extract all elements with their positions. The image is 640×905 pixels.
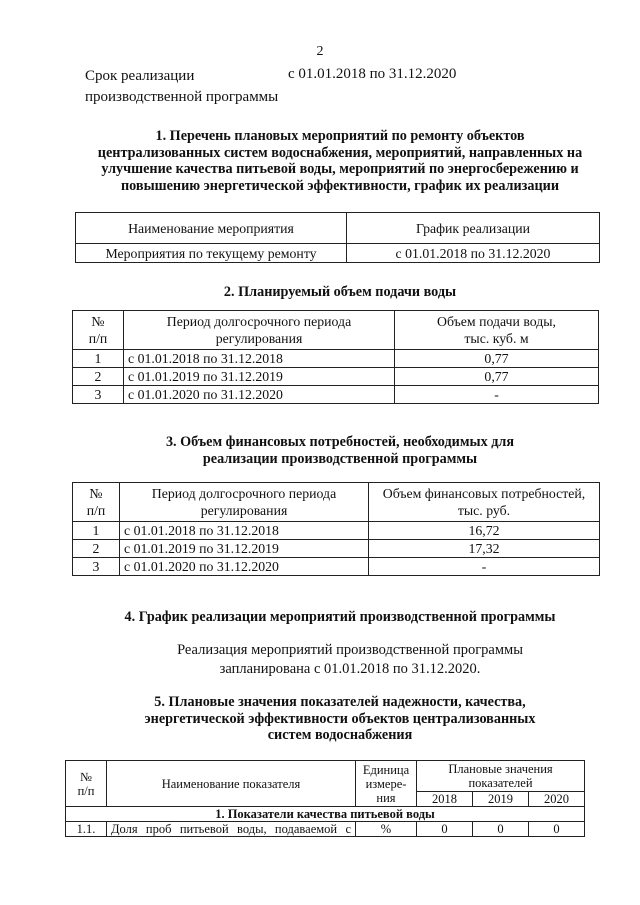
column-header-indicator-name: Наименование показателя bbox=[107, 761, 356, 807]
table-row bbox=[76, 244, 600, 263]
section1-heading-line4: повышению энергетической эффективности, график их реализации bbox=[121, 177, 559, 194]
column-header-volume-line1: Объем подачи воды, bbox=[437, 314, 556, 329]
column-header-planned-values-line1: Плановые значения bbox=[448, 762, 553, 776]
section5-table bbox=[65, 760, 585, 837]
section4-paragraph bbox=[100, 641, 600, 679]
column-header-number-line1: № bbox=[80, 769, 92, 784]
cell-number: 3 bbox=[73, 386, 124, 404]
table-row bbox=[73, 558, 600, 576]
table-row bbox=[73, 540, 600, 558]
cell-indicator-name: Доля проб питьевой воды, подаваемой с bbox=[107, 822, 356, 837]
column-header-year-2019: 2019 bbox=[472, 792, 528, 807]
implementation-term-label-line2: производственной программы bbox=[85, 89, 279, 105]
cell-period: с 01.01.2018 по 31.12.2018 bbox=[120, 522, 369, 540]
column-header-number bbox=[66, 761, 107, 807]
section5-heading-line1: 5. Плановые значения показателей надежности, качества, bbox=[154, 694, 526, 710]
section3-table bbox=[72, 482, 600, 576]
cell-financial-needs: 16,72 bbox=[369, 522, 600, 540]
cell-period: с 01.01.2018 по 31.12.2018 bbox=[124, 350, 395, 368]
cell-period: с 01.01.2020 по 31.12.2020 bbox=[124, 386, 395, 404]
cell-unit: % bbox=[356, 822, 417, 837]
section4-heading: 4. График реализации мероприятий производственной программы bbox=[124, 609, 556, 625]
cell-value-2020: 0 bbox=[528, 822, 584, 837]
table-group-row bbox=[66, 807, 585, 822]
column-header-number bbox=[73, 311, 124, 350]
column-header-year-2018: 2018 bbox=[417, 792, 473, 807]
column-header-financial-needs-line1: Объем финансовых потребностей, bbox=[382, 486, 586, 501]
column-header-volume-line2: тыс. куб. м bbox=[464, 331, 529, 346]
cell-number: 3 bbox=[73, 558, 120, 576]
column-header-unit bbox=[356, 761, 417, 807]
column-header-unit-line3: ния bbox=[376, 790, 396, 805]
group-row-water-quality: 1. Показатели качества питьевой воды bbox=[66, 807, 585, 822]
column-header-financial-needs-line2: тыс. руб. bbox=[457, 503, 511, 518]
section1-table bbox=[75, 212, 600, 263]
section1-heading-line2: централизованных систем водоснабжения, мероприятий, направленных на bbox=[97, 144, 583, 161]
section5-heading-line3: систем водоснабжения bbox=[267, 727, 413, 743]
implementation-term-label bbox=[85, 66, 285, 108]
column-header-unit-line2: измере- bbox=[365, 776, 407, 791]
cell-financial-needs: - bbox=[369, 558, 600, 576]
cell-number: 2 bbox=[73, 540, 120, 558]
table-row bbox=[73, 386, 599, 404]
cell-event-name: Мероприятия по текущему ремонту bbox=[76, 244, 347, 263]
section3-heading-line1: 3. Объем финансовых потребностей, необходимых для bbox=[165, 434, 515, 450]
table-header-row bbox=[73, 311, 599, 350]
section5-heading bbox=[60, 694, 620, 744]
column-header-number bbox=[73, 483, 120, 522]
section1-heading bbox=[60, 128, 620, 194]
column-header-number-line1: № bbox=[89, 486, 103, 501]
column-header-period-line2: регулирования bbox=[215, 331, 303, 346]
table-header-row bbox=[66, 761, 585, 792]
cell-period: с 01.01.2020 по 31.12.2020 bbox=[120, 558, 369, 576]
column-header-period-line1: Период долгосрочного периода bbox=[166, 314, 352, 329]
table-row bbox=[73, 522, 600, 540]
cell-schedule: с 01.01.2018 по 31.12.2020 bbox=[347, 244, 600, 263]
cell-number: 1.1. bbox=[66, 822, 107, 837]
cell-value-2018: 0 bbox=[417, 822, 473, 837]
cell-number: 1 bbox=[73, 350, 124, 368]
column-header-period bbox=[124, 311, 395, 350]
column-header-period-line1: Период долгосрочного периода bbox=[151, 486, 337, 501]
section2-heading: 2. Планируемый объем подачи воды bbox=[223, 284, 457, 300]
section3-heading bbox=[60, 434, 620, 467]
column-header-period-line2: регулирования bbox=[200, 503, 288, 518]
cell-number: 1 bbox=[73, 522, 120, 540]
cell-value-2019: 0 bbox=[472, 822, 528, 837]
column-header-volume bbox=[395, 311, 599, 350]
column-header-number-line1: № bbox=[91, 314, 105, 329]
column-header-event-name: Наименование мероприятия bbox=[76, 213, 347, 244]
table-header-row bbox=[76, 213, 600, 244]
table-row bbox=[73, 350, 599, 368]
section2-table bbox=[72, 310, 599, 404]
cell-financial-needs: 17,32 bbox=[369, 540, 600, 558]
column-header-financial-needs bbox=[369, 483, 600, 522]
page-number: 2 bbox=[316, 44, 324, 59]
cell-period: с 01.01.2019 по 31.12.2019 bbox=[124, 368, 395, 386]
column-header-unit-line1: Единица bbox=[362, 762, 410, 777]
table-header-row bbox=[73, 483, 600, 522]
implementation-term-value: с 01.01.2018 по 31.12.2020 bbox=[288, 66, 457, 82]
column-header-number-line2: п/п bbox=[86, 503, 106, 518]
column-header-period bbox=[120, 483, 369, 522]
column-header-planned-values bbox=[417, 761, 585, 792]
implementation-term-label-line1: Срок реализации bbox=[85, 68, 195, 84]
section3-heading-line2: реализации производственной программы bbox=[202, 450, 478, 467]
section4-paragraph-line1: Реализация мероприятий производственной программы bbox=[177, 642, 523, 658]
column-header-schedule: График реализации bbox=[347, 213, 600, 244]
section4-paragraph-line2: запланирована с 01.01.2018 по 31.12.2020. bbox=[219, 661, 481, 677]
cell-period: с 01.01.2019 по 31.12.2019 bbox=[120, 540, 369, 558]
table-row bbox=[73, 368, 599, 386]
column-header-planned-values-line2: показателей bbox=[468, 776, 533, 790]
column-header-number-line2: п/п bbox=[77, 783, 95, 798]
section1-heading-line3: улучшение качества питьевой воды, мероприятий по энергосбережению и bbox=[101, 161, 579, 177]
section1-heading-line1: 1. Перечень плановых мероприятий по ремонту объектов bbox=[155, 128, 525, 144]
table-row bbox=[66, 822, 585, 837]
column-header-number-line2: п/п bbox=[88, 331, 108, 346]
column-header-year-2020: 2020 bbox=[528, 792, 584, 807]
cell-volume: 0,77 bbox=[395, 350, 599, 368]
cell-volume: - bbox=[395, 386, 599, 404]
cell-number: 2 bbox=[73, 368, 124, 386]
section5-heading-line2: энергетической эффективности объектов централизованных bbox=[144, 710, 536, 727]
cell-volume: 0,77 bbox=[395, 368, 599, 386]
